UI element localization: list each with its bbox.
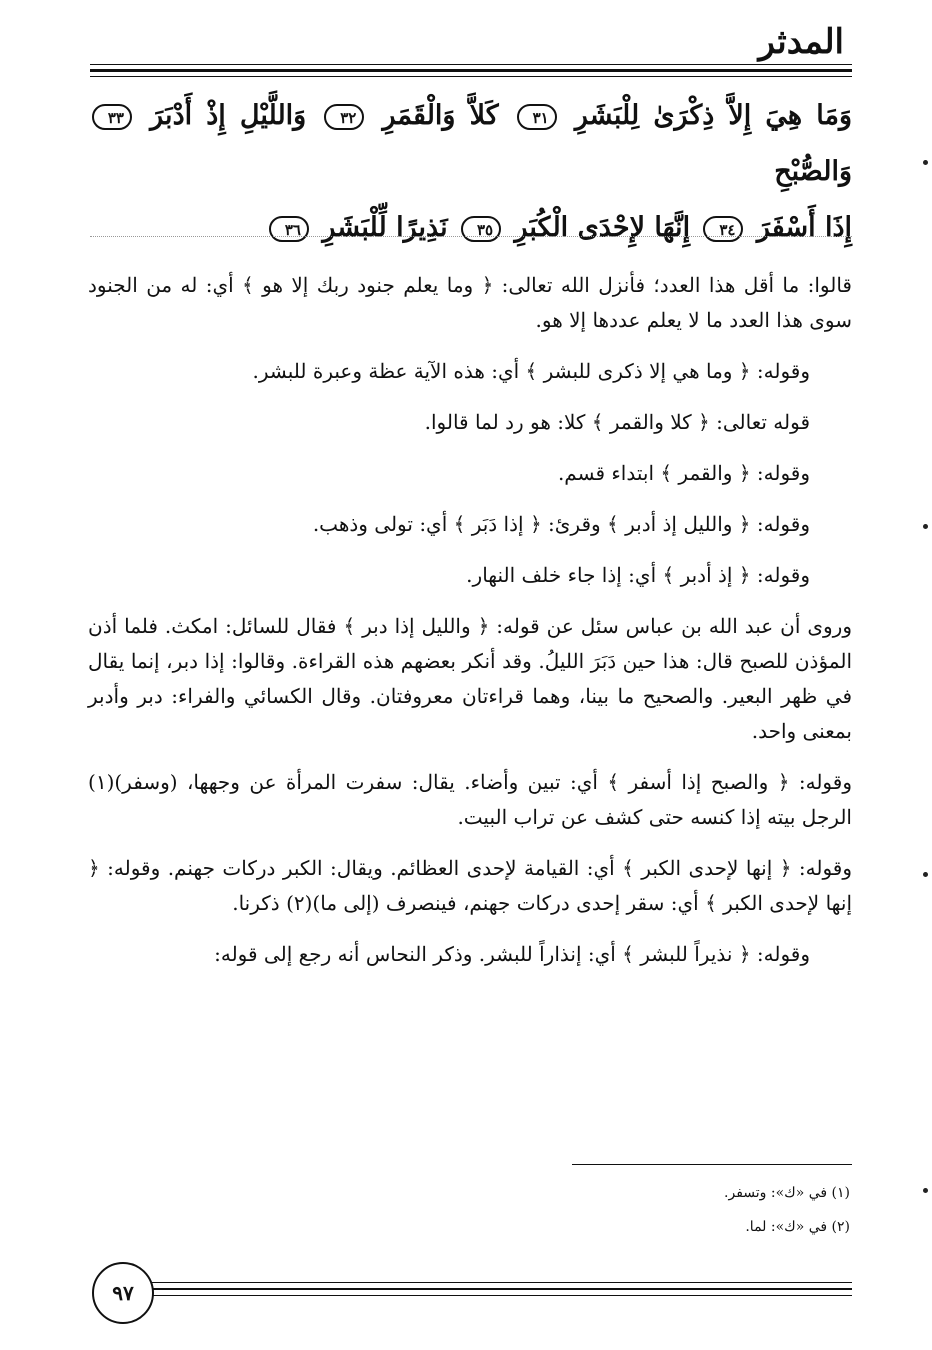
verse-line-1 <box>88 88 852 200</box>
verse-text: وَالصُّبْحِ <box>774 156 852 187</box>
commentary-paragraph: وقوله: ﴿ إنها لإحدى الكبر ﴾ أي: القيامة لإحدى العظائم. ويقال: الكبر دركات جهنم. وقوله: ﴿ إنها لإحدى الكبر ﴾ أي: سقر إحدى دركات جهنم، فينصرف (إلى ما)(٢) ذكرنا. <box>88 856 852 915</box>
ayah-number-marker: ٣٤ <box>703 216 743 242</box>
verse-line-2 <box>88 200 852 256</box>
verse-text: نَذِيرًا لِّلْبَشَرِ <box>322 212 448 243</box>
footnote-1: (١) في «ك»: وتسفر. <box>724 1185 850 1201</box>
commentary-paragraph: قوله تعالى: ﴿ كلا والقمر ﴾ كلا: هو رد لما قالوا. <box>424 410 810 434</box>
header-rule-top <box>90 64 852 65</box>
margin-mark <box>923 160 928 165</box>
footnote-2: (٢) في «ك»: لما. <box>745 1219 850 1235</box>
margin-mark <box>923 1188 928 1193</box>
header-rule-middle <box>90 69 852 72</box>
commentary-paragraph: وقوله: ﴿ والليل إذ أدبر ﴾ وقرئ: ﴿ إذا دَبَر ﴾ أي: تولى وذهب. <box>312 512 810 536</box>
verse-text: وَمَا هِيَ إِلاَّ ذِكْرَىٰ لِلْبَشَرِ <box>574 100 853 131</box>
verse-text: إِذَا أَسْفَرَ <box>756 212 852 243</box>
tafsir-commentary <box>88 268 852 988</box>
ayah-number-marker: ٣٣ <box>92 104 132 130</box>
footer-rule-bottom <box>150 1295 852 1296</box>
header-rule-bottom <box>90 76 852 77</box>
margin-mark <box>923 524 928 529</box>
verse-text: إِنَّهَا لإِحْدَى الْكُبَرِ <box>514 212 691 243</box>
ayah-number-marker: ٣١ <box>517 104 557 130</box>
surah-title: المدثر <box>758 22 844 62</box>
margin-mark <box>923 872 928 877</box>
ayah-number-marker: ٣٦ <box>269 216 309 242</box>
ayah-number-marker: ٣٢ <box>324 104 364 130</box>
footer-rule-middle <box>150 1288 852 1290</box>
footer-rule-top <box>150 1282 852 1283</box>
page-number: ٩٧ <box>92 1262 154 1324</box>
verse-text: وَاللَّيْلِ إِذْ أَدْبَرَ <box>150 100 307 131</box>
footnotes <box>90 1176 850 1244</box>
commentary-paragraph: وقوله: ﴿ إذ أدبر ﴾ أي: إذا جاء خلف النهار. <box>466 563 810 587</box>
footnote-rule <box>572 1164 852 1165</box>
commentary-paragraph: قالوا: ما أقل هذا العدد؛ فأنزل الله تعالى: ﴿ وما يعلم جنود ربك إلا هو ﴾ أي: له من الجنود سوى هذا العدد ما لا يعلم عددها إلا هو. <box>88 273 852 332</box>
verse-text: كَلاَّ وَالْقَمَرِ <box>382 100 499 131</box>
section-separator <box>90 236 852 237</box>
quran-verses <box>88 88 852 256</box>
ayah-number-marker: ٣٥ <box>461 216 501 242</box>
commentary-paragraph: وقوله: ﴿ والصبح إذا أسفر ﴾ أي: تبين وأضاء. يقال: سفرت المرأة عن وجهها، (وسفر)(١) الرجل بيته إذا كنسه حتى كشف عن تراب البيت. <box>88 770 852 829</box>
commentary-paragraph: وقوله: ﴿ نذيراً للبشر ﴾ أي: إنذاراً للبشر. وذكر النحاس أنه رجع إلى قوله: <box>214 942 810 966</box>
commentary-paragraph: وروى أن عبد الله بن عباس سئل عن قوله: ﴿ والليل إذا دبر ﴾ فقال للسائل: امكث. فلما أذن المؤذن للصبح قال: هذا حين دَبَرَ الليلُ. وقد أنكر بعضهم هذه القراءة. وقالوا: إذا دبر، إنما يقال في ظهر البعير. والصحيح ما بينا، وهما قراءتان معروفتان. وقال الكسائي والفراء: دبر وأدبر بمعنى واحد. <box>88 614 852 743</box>
commentary-paragraph: وقوله: ﴿ وما هي إلا ذكرى للبشر ﴾ أي: هذه الآية عظة وعبرة للبشر. <box>252 359 810 383</box>
commentary-paragraph: وقوله: ﴿ والقمر ﴾ ابتداء قسم. <box>557 461 810 485</box>
